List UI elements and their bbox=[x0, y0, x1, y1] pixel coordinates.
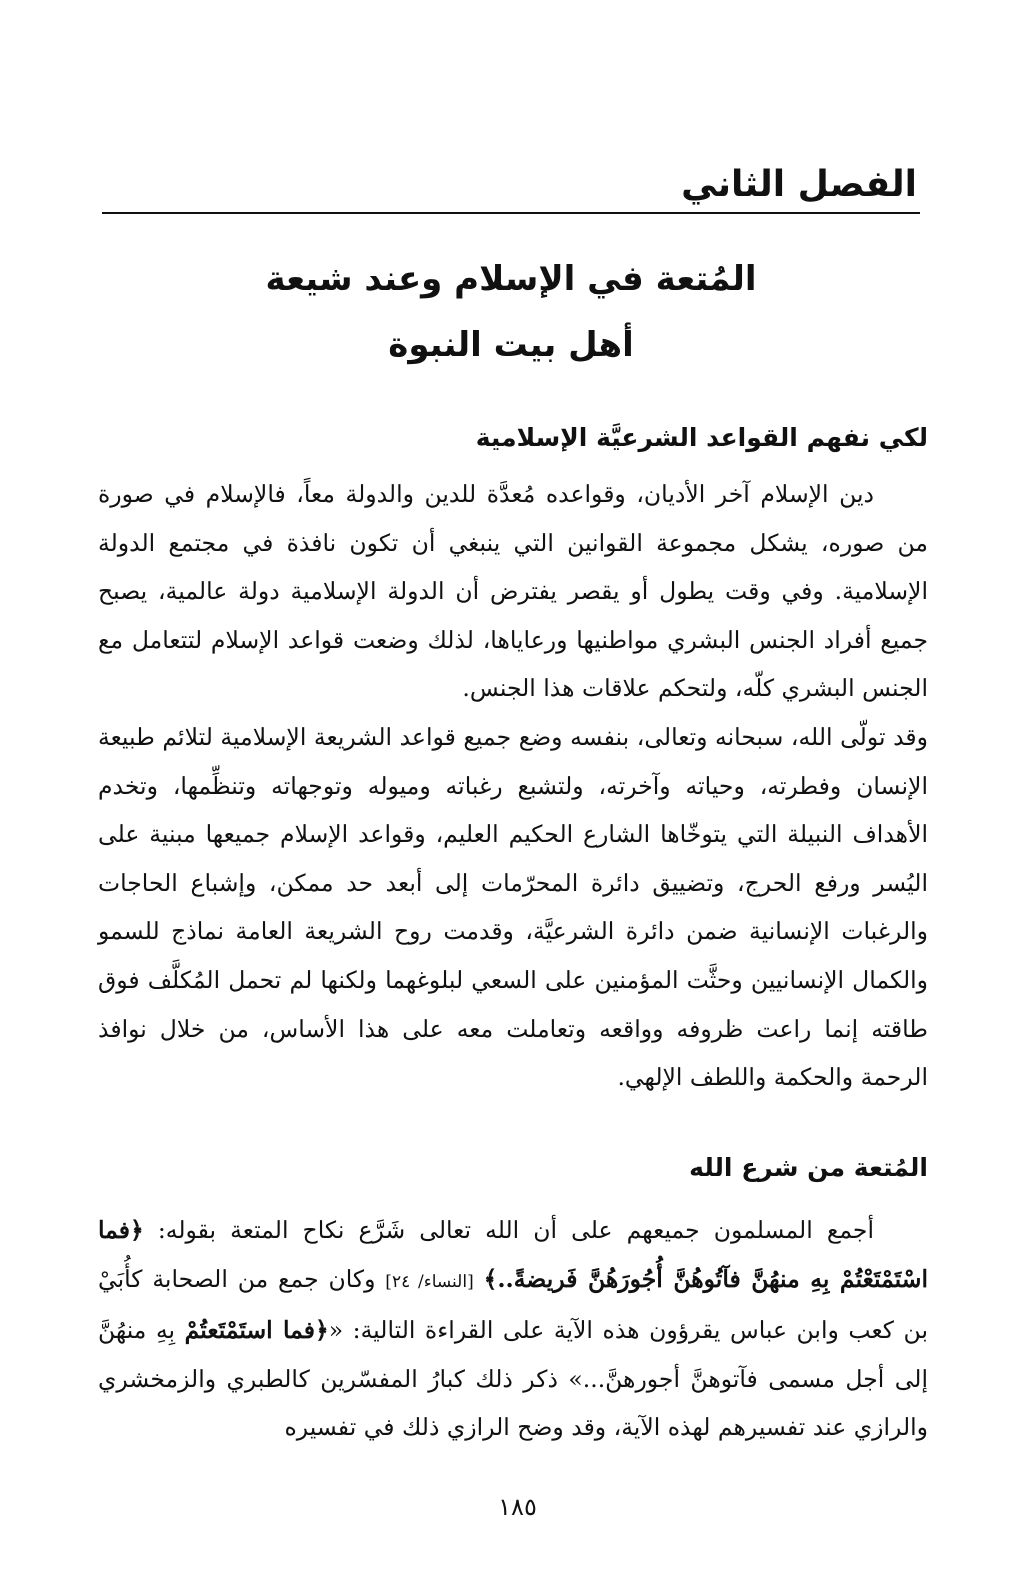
chapter-title-line-2: أهل بيت النبوة bbox=[388, 325, 634, 365]
paragraph-mutah-consensus bbox=[98, 1206, 928, 1452]
quran-reference: [النساء/ ٢٤] bbox=[385, 1271, 474, 1292]
paragraph-divine-legislation: وقد تولّى الله، سبحانه وتعالى، بنفسه وضع جميع قواعد الشريعة الإسلامية لتلائم طبيعة الإنسان وفطرته، وحياته وآخرته، ولتشبع رغباته وميوله وتوجهاته وتنظِّمها، وتخدم الأهداف النبيلة التي يتوخّاها الشارع الحكيم العليم، وقواعد الإسلام جميعها مبنية على اليُسر ورفع الحرج، وتضييق دائرة المحرّمات إلى أبعد حد ممكن، وإشباع الحاجات والرغبات الإنسانية ضمن دائرة الشرعيَّة، وقدمت روح الشريعة العامة نماذج للسمو والكمال الإنسانيين وحثَّت المؤمنين على السعي لبلوغهما ولكنها لم تحمل المُكلَّف فوق طاقته إنما راعت ظروفه وواقعه وتعاملت معه على هذا الأساس، من خلال نوافذ الرحمة والحكمة واللطف الإلهي. bbox=[98, 722, 928, 1092]
section-mutah-legislation bbox=[98, 1148, 928, 1452]
quran-verse-2: ﴿فما استَمْتَعتُمْ bbox=[184, 1316, 329, 1345]
chapter-title-line-1: المُتعة في الإسلام وعند شيعة bbox=[265, 259, 757, 299]
chapter-label: الفصل الثاني bbox=[681, 164, 917, 205]
page-number: ١٨٥ bbox=[498, 1493, 537, 1521]
chapter-divider bbox=[102, 212, 920, 214]
section-islamic-rules bbox=[98, 418, 928, 1102]
section-heading-islamic-rules: لكي نفهم القواعد الشرعيَّة الإسلامية bbox=[475, 423, 928, 452]
mutah-text-2: وكان جمع من الصحابة كأُبَيْ بن كعب وابن عباس يقرؤون هذه الآية على القراءة التالية: « bbox=[98, 1264, 928, 1345]
chapter-title bbox=[102, 246, 920, 378]
mutah-text-3: بِهِ منهُنَّ إلى أجل مسمى فآتوهنَّ أجورهنَّ...» ذكر ذلك كبارُ المفسّرين كالطبري والزمخشري والرازي عند تفسيرهم لهذه الآية، وقد وضح الرازي ذلك في تفسيره bbox=[98, 1316, 928, 1442]
mutah-text-1: أجمع المسلمون جميعهم على أن الله تعالى شَرَّع نكاح المتعة بقوله: bbox=[143, 1216, 874, 1244]
section-heading-mutah: المُتعة من شرع الله bbox=[689, 1153, 928, 1182]
paragraph-religion-state: دين الإسلام آخر الأديان، وقواعده مُعدَّة للدين والدولة معاً، فالإسلام في صورة من صوره، يشكل مجموعة القوانين التي ينبغي أن تكون نافذة في مجتمع الدولة الإسلامية. وفي وقت يطول أو يقصر يفترض أن الدولة الإسلامية دولة عالمية، يصبح جميع أفراد الجنس البشري مواطنيها ورعاياها، لذلك وضعت قواعد الإسلام لتتعامل مع الجنس البشري كلّه، ولتحكم علاقات هذا الجنس. bbox=[98, 480, 928, 703]
quran-verse-1: ﴿فما اسْتَمْتَعْتُمْ بِهِ منهُنَّ فآتُوهُنَّ أُجُورَهُنَّ فَريضةً..﴾ bbox=[98, 1216, 928, 1293]
